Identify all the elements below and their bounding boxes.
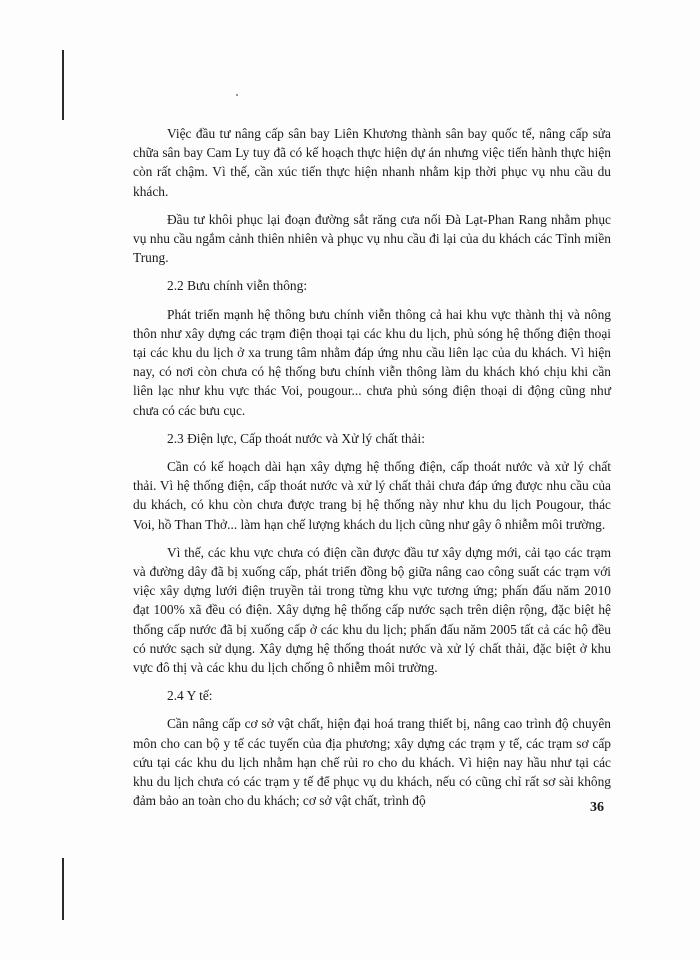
page-number: 36 [590, 800, 604, 815]
section-heading-utilities: 2.3 Điện lực, Cấp thoát nước và Xử lý chất thải: [167, 430, 425, 446]
paragraph-telecom: Phát triển mạnh hệ thông bưu chính viễn thông cả hai khu vực thành thị và nông thôn như xây dựng các trạm điện thoại tại các khu du lịch, phủ sóng hệ thống điện thoại tại các khu du lịch ở xa trung tâm nhằm đáp ứng nhu cầu liên lạc của du khách. Vì hiện nay, có nơi còn chưa có hệ thống bưu chính viễn thông làm du khách khó chịu khi cần liên lạc như khu vực thác Voi, pougour... chưa phủ sóng điện thoại di động cũng như chưa có các bưu cục. [133, 306, 611, 418]
paragraph-utilities-plan: Cần có kế hoạch dài hạn xây dựng hệ thống điện, cấp thoát nước và xử lý chất thải. Vì hệ thống điện, cấp thoát nước và xử lý chất thải chưa đáp ứng được nhu cầu của du khách, có khu còn chưa được trang bị hệ thống này như khu du lịch Pougour, thác Voi, hồ Than Thở... làm hạn chế lượng khách du lịch cũng như gây ô nhiễm môi trường. [133, 459, 611, 532]
section-heading-health: 2.4 Y tế: [167, 688, 213, 704]
scan-speck [236, 94, 238, 96]
paragraph-railway: Đầu tư khôi phục lại đoạn đường sắt răng cưa nối Đà Lạt-Phan Rang nhằm phục vụ nhu cầu ngắm cảnh thiên nhiên và phục vụ nhu cầu đi lại của du khách các Tỉnh miền Trung. [133, 211, 611, 266]
section-heading-telecom: 2.2 Bưu chính viễn thông: [167, 278, 308, 294]
paragraph-airport: Việc đầu tư nâng cấp sân bay Liên Khương thành sân bay quốc tế, nâng cấp sửa chữa sân bay Cam Ly tuy đã có kế hoạch thực hiện dự án nhưng việc tiến hành thực hiện còn rất chậm. Vì thế, cần xúc tiến thực hiện nhanh nhằm kịp thời phục vụ nhu cầu du khách. [133, 126, 611, 199]
paragraph-health: Cần nâng cấp cơ sở vật chất, hiện đại hoá trang thiết bị, nâng cao trình độ chuyên môn cho can bộ y tế các tuyến của địa phương; xây dựng các trạm y tế, các trạm sơ cấp cứu tại các khu du lịch nhằm hạn chế rủi ro cho du khách. Vì hiện nay hầu như tại các khu du lịch chưa có các trạm y tế để phục vụ du khách, nếu có cũng chỉ rất sơ sài không đảm bảo an toàn cho du khách; cơ sở vật chất, trình độ [133, 716, 611, 809]
scan-edge-mark-top [62, 50, 64, 120]
scan-edge-mark-bottom [62, 858, 64, 920]
body-text [133, 124, 611, 820]
paragraph-utilities-goals: Vì thế, các khu vực chưa có điện cần được đầu tư xây dựng mới, cải tạo các trạm và đường dây đã bị xuống cấp, phát triển đồng bộ giữa nâng cao công suất các trạm với việc xây dựng lưới điện truyền tải trong từng khu vực tương ứng; phấn đấu năm 2010 đạt 100% xã đều có điện. Xây dựng hệ thống cấp nước sạch trên diện rộng, đặc biệt hệ thống cấp nước đã bị xuống cấp ở các khu du lịch; phấn đấu năm 2005 tất cả các hộ đều có nước sạch sử dụng. Xây dựng hệ thống thoát nước và xử lý chất thải, đặc biệt ở khu vực đô thị và các khu du lịch chống ô nhiễm môi trường. [133, 544, 611, 676]
